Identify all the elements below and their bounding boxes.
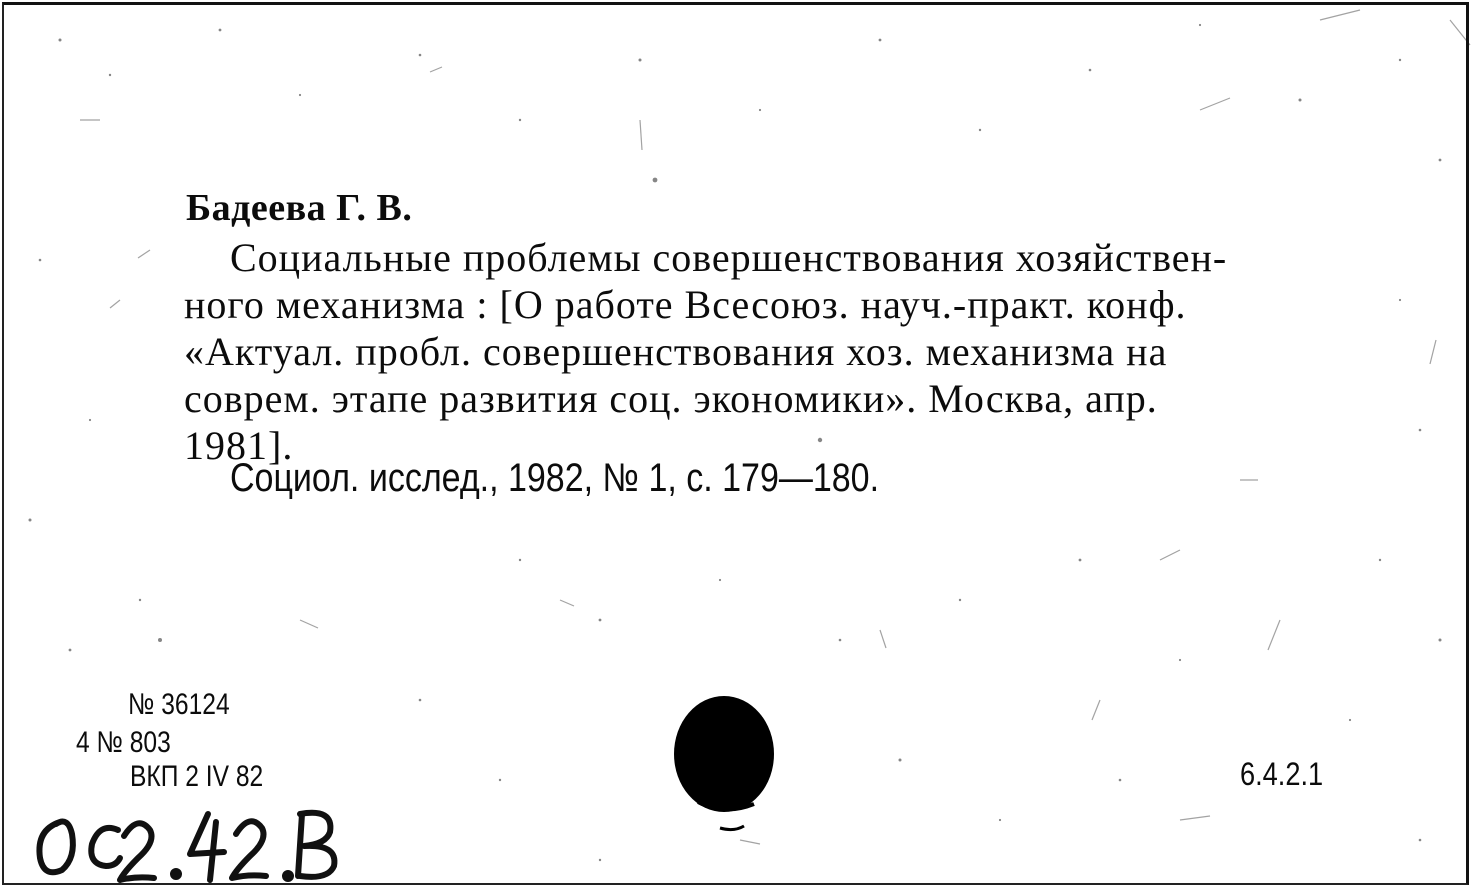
date-stamp: ВКП 2 IV 82 xyxy=(130,760,264,793)
title-line: «Актуал. пробл. совершенствования хоз. механизма на xyxy=(184,329,1168,374)
classification-code: 6.4.2.1 xyxy=(1240,756,1324,792)
title-description xyxy=(184,234,1344,469)
source-citation: Социол. исслед., 1982, № 1, с. 179—180. xyxy=(230,456,880,500)
record-number: 4 № 803 xyxy=(76,726,171,759)
title-line: 1981]. xyxy=(184,423,294,468)
author-heading: Бадеева Г. В. xyxy=(186,187,413,229)
card-punch-hole xyxy=(660,690,790,840)
handwritten-shelfmark-icon xyxy=(26,800,366,884)
title-line: соврем. этапе развития соц. экономики». Москва, апр. xyxy=(184,376,1158,421)
accession-number: № 36124 xyxy=(128,688,230,721)
title-line: ного механизма : [О работе Всесоюз. науч.-практ. конф. xyxy=(184,282,1187,327)
title-line: Социальные проблемы совершенствования хозяйствен- xyxy=(230,235,1228,280)
